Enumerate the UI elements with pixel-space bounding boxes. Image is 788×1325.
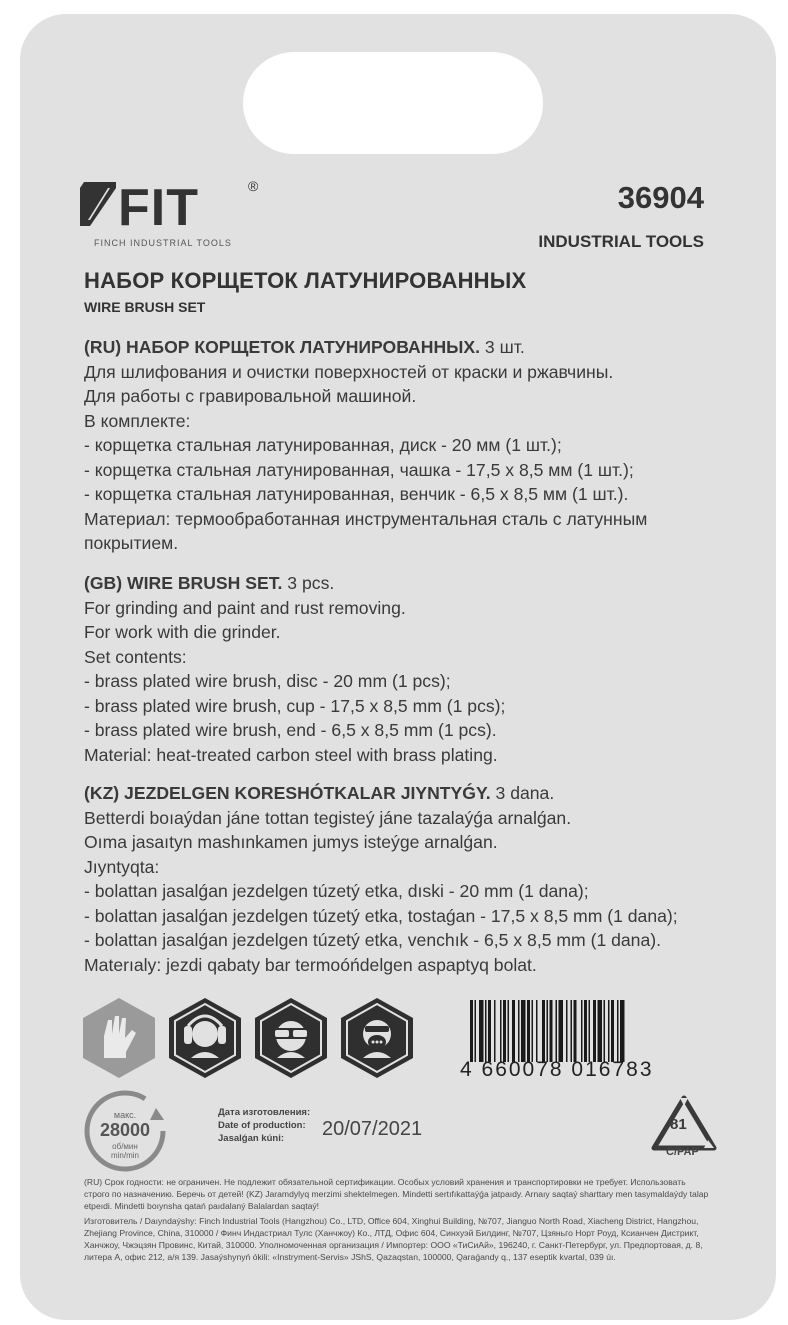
category-tag: INDUSTRIAL TOOLS bbox=[538, 232, 704, 251]
kz-line: - bolattan jasalǵan jezdelgen túzetý etka, dıski - 20 mm (1 dana); bbox=[84, 881, 589, 901]
product-subtitle: WIRE BRUSH SET bbox=[84, 299, 206, 315]
manufacturer-info: Изготовитель / Daıyndaýshy: Finch Industrial Tools (Hangzhou) Co., LTD, Office 604, Xinghui Building, №707, Jianguo North Road, Xiacheng District, Hangzhou, Zhejiang Province, China, 310000 / Финч Индастриал Тулс (Ханчжоу) Ко., ЛТД, Офис 604, Синхуэй Билдинг, №707, Цзяньго Норт Роуд, Ксианчен Дистрикт, Ханчжоу, Чжэцзян Провинс, Китай, 310000. Уполномоченная организация / Импортер: ООО «ТиСиАй», 196240, г. Санкт-Петербург, ул. Предпортовая, д. 8, литера А, офис 212, а/я 139. Jasaýshynyń ókili: «Instryment-Servis» JShS, Qazaqstan, 100000, Qaraǵandy q., 137 esеptik kvartal, 039 úı. bbox=[84, 1216, 703, 1262]
gb-line: - brass plated wire brush, end - 6,5 x 8,5 mm (1 pcs). bbox=[84, 720, 497, 740]
date-label-ru: Дата изготовления: bbox=[218, 1107, 311, 1118]
barcode bbox=[460, 1000, 698, 1084]
goggles-icon bbox=[252, 996, 330, 1080]
gb-line: For work with die grinder. bbox=[84, 622, 281, 642]
ru-line: Материал: термообработанная инструментальная сталь с латунным bbox=[84, 508, 648, 529]
kz-qty: 3 dana. bbox=[490, 783, 555, 803]
ru-line: покрытием. bbox=[84, 533, 179, 553]
barcode-bars bbox=[466, 1000, 698, 1062]
production-date-labels bbox=[218, 1106, 310, 1145]
logo-text: FIT bbox=[118, 179, 199, 237]
storage-notice: (RU) Срок годности: не ограничен. Не подлежит обязательной сертификации. Особых условий хранения и транспортировки не требует. Использовать строго по назначению. Беречь от детей! (KZ) Jaramdylyq merzimi shektelmegen. Mindetti sertıfıkattaýǵa jatpaıdy. Arnaıy saqtaý sharttary men tasymaldaýdy talap etpeıdi. Mindetti boıynsha qatań paıdalaný Balalardan saqtaý! bbox=[84, 1177, 709, 1211]
ru-qty: 3 шт. bbox=[480, 337, 525, 357]
gb-line: For grinding and paint and rust removing. bbox=[84, 597, 406, 618]
rpm-unit-en: min/min bbox=[110, 1151, 139, 1160]
logo-subtitle: FINCH INDUSTRIAL TOOLS bbox=[94, 238, 232, 248]
gb-line: Material: heat-treated carbon steel with brass plating. bbox=[84, 744, 498, 765]
gb-qty: 3 pcs. bbox=[282, 573, 335, 593]
gloves-icon bbox=[80, 996, 158, 1080]
kz-line: Betterdi boıaýdan jáne tottan tegisteý jáne tazalaýǵa arnalǵan. bbox=[84, 807, 572, 828]
kz-description bbox=[84, 781, 678, 977]
date-label-kz: Jasalǵan kúni: bbox=[218, 1133, 284, 1144]
hang-hole bbox=[243, 52, 543, 154]
ear-protection-icon bbox=[166, 996, 244, 1080]
rpm-value: 28000 bbox=[99, 1120, 151, 1140]
fit-logo-mark-icon bbox=[80, 182, 116, 232]
gb-description bbox=[84, 571, 505, 767]
gb-line: Set contents: bbox=[84, 646, 187, 667]
kz-line: - bolattan jasalǵan jezdelgen túzetý etka, tostaǵan - 17,5 x 8,5 mm (1 dana); bbox=[84, 905, 678, 926]
barcode-digits: 4 660078 016783 bbox=[460, 1058, 654, 1081]
product-title: НАБОР КОРЩЕТОК ЛАТУНИРОВАННЫХ bbox=[84, 268, 527, 293]
ru-heading: (RU) НАБОР КОРЩЕТОК ЛАТУНИРОВАННЫХ. bbox=[84, 337, 481, 357]
ru-line: Для работы с гравировальной машиной. bbox=[84, 386, 417, 406]
kz-line: Oıma jasaıtyn mashınkamen jumys isteýge arnalǵan. bbox=[84, 832, 498, 852]
gb-heading: (GB) WIRE BRUSH SET. bbox=[84, 573, 283, 593]
recycle-number: 81 bbox=[670, 1116, 687, 1133]
kz-line: Jıyntyqta: bbox=[84, 856, 160, 877]
ru-line: - корщетка стальная латунированная, диск - 20 мм (1 шт.); bbox=[84, 435, 562, 455]
rpm-max-label: макс. bbox=[113, 1110, 137, 1120]
ru-line: - корщетка стальная латунированная, венчик - 6,5 х 8,5 мм (1 шт.). bbox=[84, 484, 629, 504]
kz-heading: (KZ) JEZDELGEN KORESHÓTKALAR JIYNTYǴY. bbox=[84, 783, 491, 803]
ru-description bbox=[84, 335, 647, 556]
rpm-unit-ru: об/мин bbox=[112, 1142, 138, 1151]
gb-line: - brass plated wire brush, disc - 20 mm (1 pcs); bbox=[84, 671, 451, 691]
safety-icons bbox=[80, 996, 410, 1086]
max-rpm-badge bbox=[80, 1086, 170, 1176]
ru-line: Для шлифования и очистки поверхностей от краски и ржавчины. bbox=[84, 361, 614, 382]
article-code: 36904 bbox=[617, 180, 704, 215]
ru-line: - корщетка стальная латунированная, чашка - 17,5 х 8,5 мм (1 шт.); bbox=[84, 459, 634, 480]
kz-line: Materıaly: jezdi qabaty bar termoóńdelgen aspaptyq bolat. bbox=[84, 954, 537, 975]
recycle-code: C/PAP bbox=[666, 1146, 699, 1158]
kz-line: - bolattan jasalǵan jezdelgen túzetý etka, venchık - 6,5 x 8,5 mm (1 dana). bbox=[84, 930, 662, 950]
fit-logo bbox=[80, 178, 270, 254]
gb-line: - brass plated wire brush, cup - 17,5 x 8,5 mm (1 pcs); bbox=[84, 695, 506, 716]
production-date-value: 20/07/2021 bbox=[322, 1118, 423, 1140]
ru-line: В комплекте: bbox=[84, 410, 191, 431]
registered-mark: ® bbox=[248, 178, 259, 194]
respirator-icon bbox=[338, 996, 416, 1080]
date-label-en: Date of production: bbox=[218, 1120, 306, 1131]
